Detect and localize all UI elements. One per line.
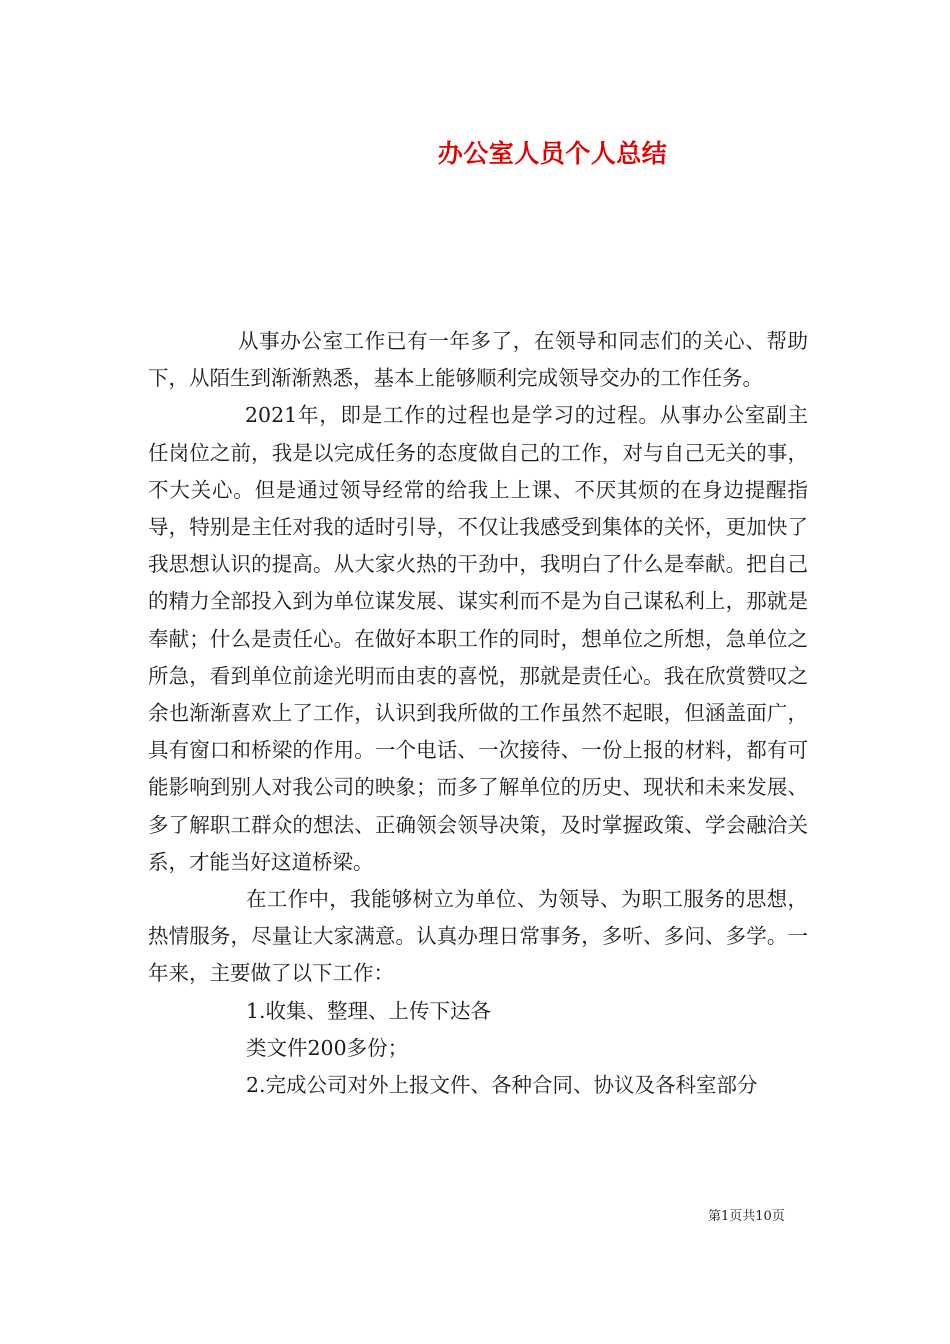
- list-item: 1.收集、整理、上传下达各: [246, 998, 492, 1023]
- paragraph-work-summary: 在工作中，我能够树立为单位、为领导、为职工服务的思想，热情服务，尽量让大家满意。认真办理日常事务，多听、多问、多学。一年来，主要做了以下工作：: [148, 887, 808, 986]
- list-item: 类文件200多份；: [246, 1035, 409, 1060]
- page-number-footer: 第1页共10页: [708, 1209, 785, 1224]
- list-item: 2.完成公司对外上报文件、各种合同、协议及各科室部分: [246, 1073, 758, 1098]
- paragraph-intro: 从事办公室工作已有一年多了，在领导和同志们的关心、帮助下，从陌生到渐渐熟悉，基本上能够顺利完成领导交办的工作任务。: [148, 329, 808, 391]
- document-body: [148, 323, 808, 1104]
- paragraph-reflection: 2021年，即是工作的过程也是学习的过程。从事办公室副主任岗位之前，我是以完成任务的态度做自己的工作，对与自己无关的事，不大关心。但是通过领导经常的给我上上课、不厌其烦的在身边提醒指导，特别是主任对我的适时引导，不仅让我感受到集体的关怀，更加快了我思想认识的提高。从大家火热的干劲中，我明白了什么是奉献。把自己的精力全部投入到为单位谋发展、谋实利而不是为自己谋私利上，那就是奉献；什么是责任心。在做好本职工作的同时，想单位之所想，急单位之所急，看到单位前途光明而由衷的喜悦，那就是责任心。我在欣赏赞叹之余也渐渐喜欢上了工作，认识到我所做的工作虽然不起眼，但涵盖面广，具有窗口和桥梁的作用。一个电话、一次接待、一份上报的材料，都有可能影响到别人对我公司的映象；而多了解单位的历史、现状和未来发展、多了解职工群众的想法、正确领会领导决策，及时掌握政策、学会融洽关系，才能当好这道桥梁。: [148, 403, 808, 874]
- document-title: 办公室人员个人总结: [437, 139, 668, 168]
